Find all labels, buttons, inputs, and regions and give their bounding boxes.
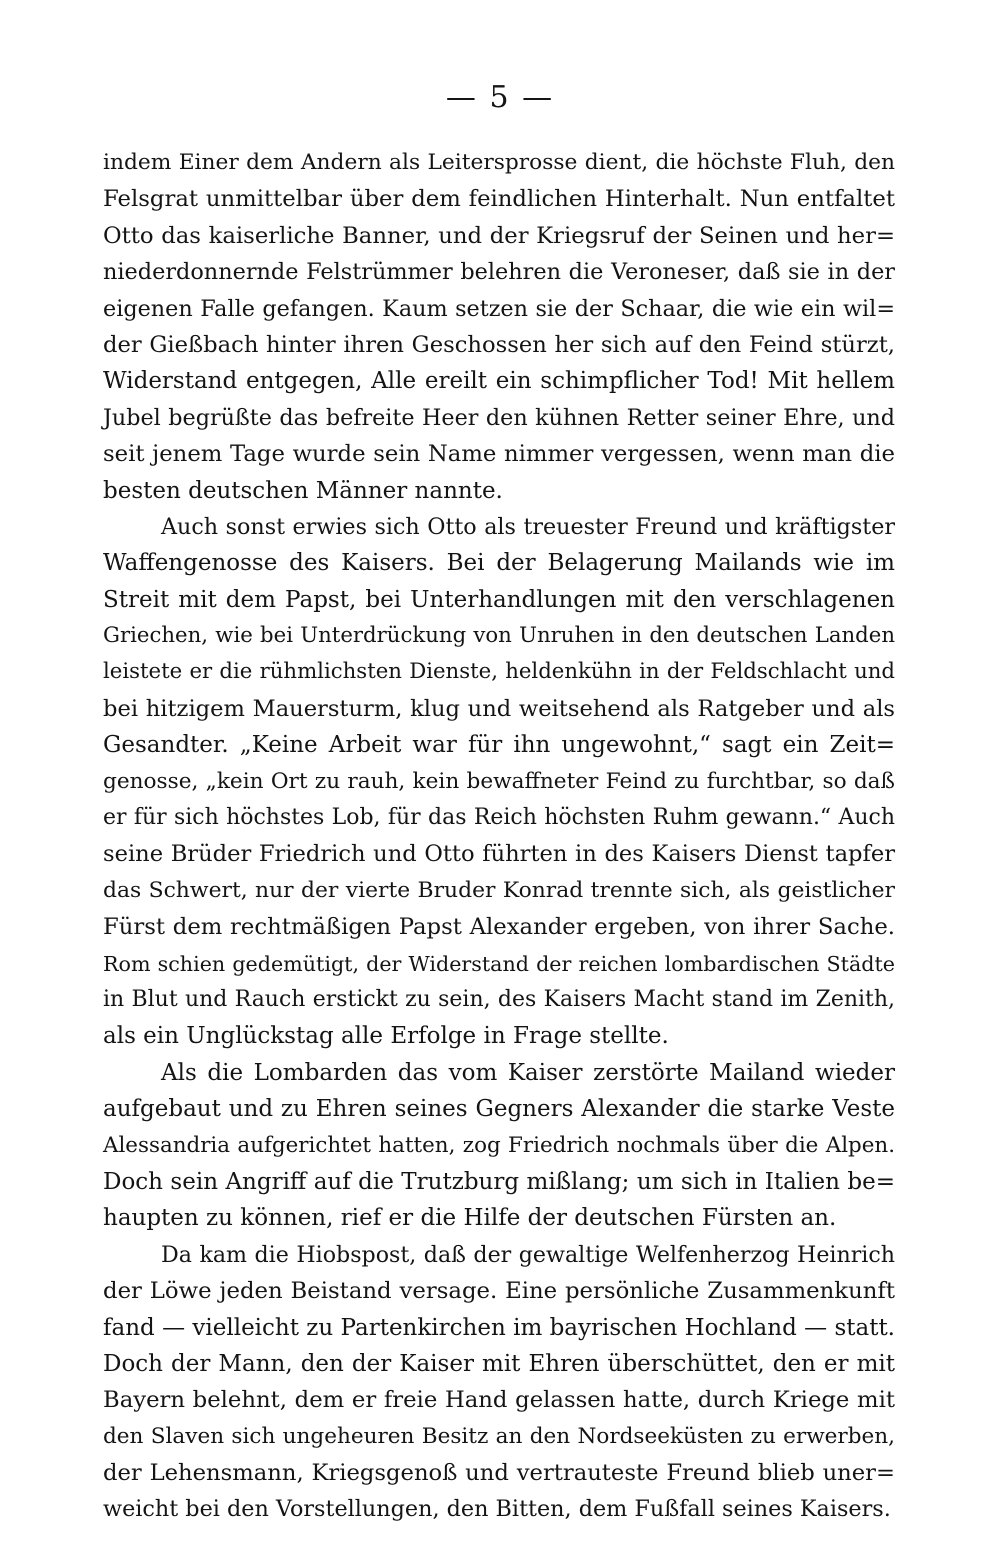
- text-line: den Slaven sich ungeheuren Besitz an den Nordseeküsten zu erwerben,: [103, 1423, 895, 1449]
- text-line: Bayern belehnt, dem er freie Hand gelassen hatte, durch Kriege mit: [103, 1387, 895, 1414]
- text-line: fand — vielleicht zu Partenkirchen im bayrischen Hochland — statt.: [103, 1314, 895, 1341]
- text-line: in Blut und Rauch erstickt zu sein, des Kaisers Macht stand im Zenith,: [103, 986, 895, 1012]
- text-line: besten deutschen Männer nannte.: [103, 477, 503, 504]
- text-line: bei hitzigem Mauersturm, klug und weitsehend als Ratgeber und als: [103, 695, 895, 722]
- text-line: niederdonnernde Felstrümmer belehren die Veroneser, daß sie in der: [103, 259, 895, 286]
- text-line: Alessandria aufgerichtet hatten, zog Friedrich nochmals über die Alpen.: [103, 1132, 895, 1158]
- text-line: Widerstand entgegen, Alle ereilt ein schimpflicher Tod! Mit hellem: [103, 368, 895, 395]
- text-line: Als die Lombarden das vom Kaiser zerstörte Mailand wieder: [161, 1059, 895, 1086]
- text-line: das Schwert, nur der vierte Bruder Konrad trennte sich, als geistlicher: [103, 877, 895, 903]
- text-line: eigenen Falle gefangen. Kaum setzen sie der Schaar, die wie ein wil=: [103, 295, 895, 322]
- text-line: seit jenem Tage wurde sein Name nimmer vergessen, wenn man die: [103, 441, 895, 468]
- text-line: der Löwe jeden Beistand versage. Eine persönliche Zusammenkunft: [103, 1278, 895, 1305]
- text-line: Griechen, wie bei Unterdrückung von Unruhen in den deutschen Landen: [103, 623, 895, 649]
- text-line: Doch sein Angriff auf die Trutzburg mißlang; um sich in Italien be=: [103, 1168, 895, 1195]
- body-text: [103, 145, 895, 1528]
- text-line: er für sich höchstes Lob, für das Reich höchsten Ruhm gewann.“ Auch: [103, 805, 895, 831]
- text-line: weicht bei den Vorstellungen, den Bitten, dem Fußfall seines Kaisers.: [103, 1496, 891, 1523]
- text-line: genosse, „kein Ort zu rauh, kein bewaffneter Feind zu furchtbar, so daß: [103, 768, 895, 794]
- text-line: Fürst dem rechtmäßigen Papst Alexander ergeben, von ihrer Sache.: [103, 914, 895, 941]
- text-line: indem Einer dem Andern als Leitersprosse dient, die höchste Fluh, den: [103, 150, 895, 175]
- text-line: Otto das kaiserliche Banner, und der Kriegsruf der Seinen und her=: [103, 222, 895, 249]
- text-line: Rom schien gedemütigt, der Widerstand der reichen lombardischen Städte: [103, 951, 895, 976]
- text-line: leistete er die rühmlichsten Dienste, heldenkühn in der Feldschlacht und: [103, 659, 895, 685]
- text-line: Waffengenosse des Kaisers. Bei der Belagerung Mailands wie im: [103, 550, 895, 577]
- text-line: aufgebaut und zu Ehren seines Gegners Alexander die starke Veste: [103, 1096, 895, 1123]
- text-line: als ein Unglückstag alle Erfolge in Frage stellte.: [103, 1023, 669, 1050]
- text-line: Gesandter. „Keine Arbeit war für ihn ungewohnt,“ sagt ein Zeit=: [103, 732, 895, 759]
- text-line: Doch der Mann, den der Kaiser mit Ehren überschüttet, den er mit: [103, 1350, 895, 1377]
- page-number: — 5 —: [445, 80, 555, 115]
- text-line: seine Brüder Friedrich und Otto führten in des Kaisers Dienst tapfer: [103, 841, 895, 868]
- text-line: haupten zu können, rief er die Hilfe der deutschen Fürsten an.: [103, 1205, 837, 1232]
- text-line: der Lehensmann, Kriegsgenoß und vertrauteste Freund blieb uner=: [103, 1460, 895, 1487]
- text-line: Streit mit dem Papst, bei Unterhandlungen mit den verschlagenen: [103, 586, 895, 613]
- text-line: Da kam die Hiobspost, daß der gewaltige Welfenherzog Heinrich: [161, 1241, 895, 1268]
- text-line: Felsgrat unmittelbar über dem feindlichen Hinterhalt. Nun entfaltet: [103, 186, 895, 213]
- text-line: Jubel begrüßte das befreite Heer den kühnen Retter seiner Ehre, und: [103, 404, 895, 431]
- text-line: Auch sonst erwies sich Otto als treuester Freund und kräftigster: [161, 513, 895, 540]
- text-line: der Gießbach hinter ihren Geschossen her sich auf den Feind stürzt,: [103, 331, 895, 358]
